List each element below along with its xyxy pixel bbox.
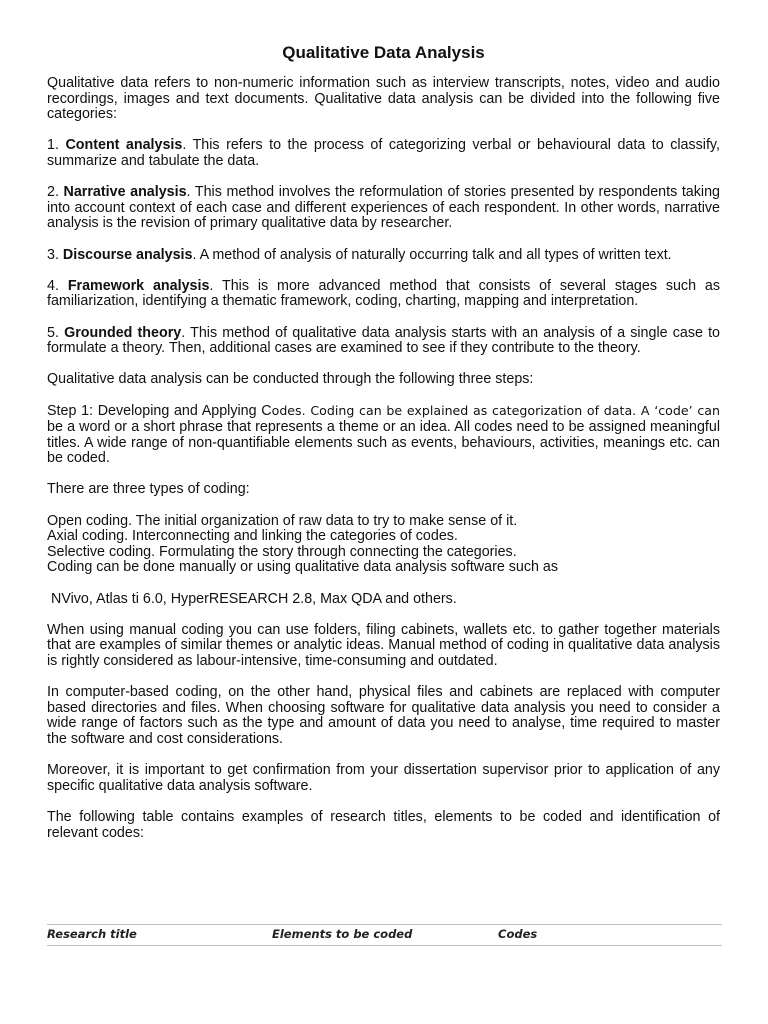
category-item-3 xyxy=(47,248,720,264)
step-1-rest: be a word or a short phrase that represents a theme or an idea. All codes need to be assigned meaningful titles. A wide range of non-quantifiable elements such as events, behaviours, activities, meanings etc. can be coded. xyxy=(47,419,720,467)
item-term: Discourse analysis xyxy=(62,246,193,263)
software-list: NVivo, Atlas ti 6.0, HyperRESEARCH 2.8, Max QDA and others. xyxy=(51,590,457,607)
header-research-title: Research title xyxy=(47,927,137,942)
coding-types-intro: There are three types of coding: xyxy=(47,481,250,498)
item-text: . This refers to the process of categorizing verbal or behavioural data to classify, summarize and tabulate the data. xyxy=(47,137,720,169)
coding-line: Selective coding. Formulating the story through connecting the categories. xyxy=(47,543,517,560)
coding-line: Coding can be done manually or using qualitative data analysis software such as xyxy=(47,559,559,576)
supervisor-paragraph: Moreover, it is important to get confirmation from your dissertation supervisor prior to application of any specific qualitative data analysis software. xyxy=(47,762,720,794)
item-number: 3. xyxy=(47,246,59,263)
category-item-5 xyxy=(47,326,720,357)
manual-coding-paragraph: When using manual coding you can use folders, filing cabinets, wallets etc. to gather together materials that are examples of similar themes or analytic ideas. Manual method of coding in qualitative data analysis is rightly considered as labour-intensive, time-consuming and outdated. xyxy=(47,621,720,669)
item-text: . This method involves the reformulation of stories presented by respondents taking into account context of each case and different experiences of each respondent. In other words, narrative analysis is the revision of primary qualitative data by researcher. xyxy=(47,184,720,232)
header-codes: Codes xyxy=(498,927,538,942)
item-term: Framework analysis xyxy=(67,277,210,294)
coding-line: Open coding. The initial organization of raw data to try to make sense of it. xyxy=(47,512,518,529)
item-term: Narrative analysis xyxy=(63,184,187,201)
page-title: Qualitative Data Analysis xyxy=(282,43,485,62)
steps-intro: Qualitative data analysis can be conducted through the following three steps: xyxy=(47,371,534,388)
item-number: 5. xyxy=(47,324,59,341)
coding-line: Axial coding. Interconnecting and linking the categories of codes. xyxy=(47,528,458,545)
step-1-definition: odes. Coding can be explained as categorization of data. A ‘code’ can xyxy=(271,403,720,419)
item-number: 2. xyxy=(47,184,59,201)
category-item-4 xyxy=(47,279,720,310)
category-item-2 xyxy=(47,185,720,232)
step-1-paragraph xyxy=(47,403,720,466)
document-page xyxy=(47,0,720,841)
codes-table xyxy=(47,924,722,946)
item-number: 4. xyxy=(47,277,59,294)
coding-types-list xyxy=(47,514,720,576)
table-header-row xyxy=(47,925,722,945)
item-text: . This is more advanced method that consists of several stages such as familiarization, identifying a thematic framework, coding, charting, mapping and interpretation. xyxy=(47,277,720,310)
table-header-rule xyxy=(47,945,722,946)
intro-paragraph: Qualitative data refers to non-numeric information such as interview transcripts, notes, video and audio recordings, images and text documents. Qualitative data analysis can be divided into the following five categories: xyxy=(47,75,720,123)
item-term: Grounded theory xyxy=(64,324,182,341)
step-1-lead: Step 1: Developing and Applying C xyxy=(47,403,272,420)
table-intro-paragraph: The following table contains examples of research titles, elements to be coded and identification of relevant codes: xyxy=(47,808,720,841)
header-elements: Elements to be coded xyxy=(272,927,413,942)
item-term: Content analysis xyxy=(65,137,183,154)
item-text: . This method of qualitative data analysis starts with an analysis of a single case to formulate a theory. Then, additional cases are examined to see if they contribute to the theory. xyxy=(47,324,720,357)
category-item-1 xyxy=(47,138,720,169)
item-number: 1. xyxy=(47,137,59,154)
item-text: . A method of analysis of naturally occurring talk and all types of written text. xyxy=(192,246,672,263)
computer-coding-paragraph: In computer-based coding, on the other hand, physical files and cabinets are replaced with computer based directories and files. When choosing software for qualitative data analysis you need to consider a wide range of factors such as the type and amount of data you need to analyse, time required to master the software and cost considerations. xyxy=(47,684,720,747)
